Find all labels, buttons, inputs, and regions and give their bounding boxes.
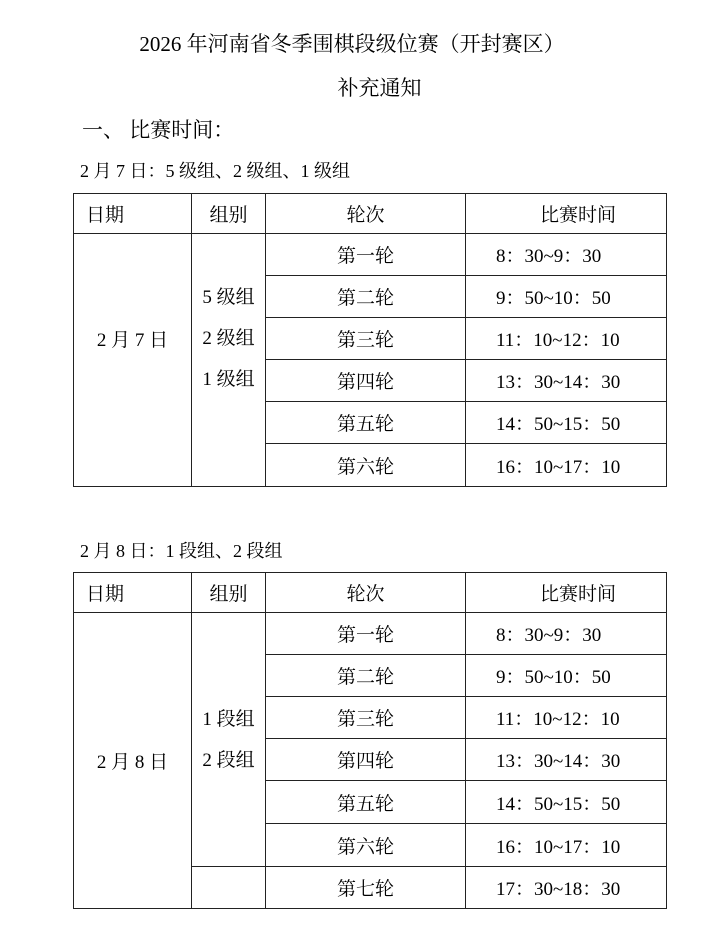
round-cell: 第五轮	[266, 781, 466, 824]
header-group: 组别	[192, 573, 266, 613]
table-header-row	[74, 573, 667, 613]
round-cell: 第二轮	[266, 655, 466, 697]
time-cell: 9：50~10：50	[466, 655, 667, 697]
time-cell: 16：10~17：10	[466, 444, 667, 487]
round-cell: 第一轮	[266, 234, 466, 276]
round-cell: 第三轮	[266, 697, 466, 739]
group-label: 5 级组	[202, 286, 255, 308]
header-round: 轮次	[266, 194, 466, 234]
section-heading: 一、 比赛时间：	[82, 118, 235, 142]
round-cell: 第五轮	[266, 402, 466, 444]
schedule-table-day1	[73, 193, 667, 487]
day1-heading: 2 月 7 日：5 级组、2 级组、1 级组	[80, 161, 350, 181]
date-cell: 2 月 7 日	[74, 234, 192, 487]
day2-heading: 2 月 8 日：1 段组、2 段组	[80, 541, 283, 561]
round-cell: 第三轮	[266, 318, 466, 360]
round-cell: 第七轮	[266, 867, 466, 909]
group-label: 2 级组	[202, 327, 255, 349]
schedule-table-day2	[73, 572, 667, 909]
time-cell: 8：30~9：30	[466, 613, 667, 655]
header-time: 比赛时间	[466, 194, 667, 234]
round-cell: 第二轮	[266, 276, 466, 318]
round-cell: 第六轮	[266, 444, 466, 487]
time-cell: 11：10~12：10	[466, 318, 667, 360]
header-round: 轮次	[266, 573, 466, 613]
table-row	[74, 234, 667, 276]
table-row	[74, 613, 667, 655]
document-title: 2026 年河南省冬季围棋段级位赛（开封赛区）	[139, 32, 565, 56]
group-cell	[192, 234, 266, 487]
round-cell: 第四轮	[266, 360, 466, 402]
header-date: 日期	[74, 194, 192, 234]
time-cell: 13：30~14：30	[466, 739, 667, 781]
group-label: 2 段组	[202, 749, 255, 771]
group-label: 1 级组	[202, 368, 255, 390]
header-group: 组别	[192, 194, 266, 234]
date-cell: 2 月 8 日	[74, 613, 192, 909]
time-cell: 14：50~15：50	[466, 781, 667, 824]
round-cell: 第四轮	[266, 739, 466, 781]
document-subtitle: 补充通知	[337, 76, 422, 100]
empty-group-cell	[192, 867, 266, 909]
time-cell: 8：30~9：30	[466, 234, 667, 276]
round-cell: 第一轮	[266, 613, 466, 655]
group-cell	[192, 613, 266, 867]
time-cell: 17：30~18：30	[466, 867, 667, 909]
time-cell: 9：50~10：50	[466, 276, 667, 318]
round-cell: 第六轮	[266, 824, 466, 867]
time-cell: 13：30~14：30	[466, 360, 667, 402]
table-header-row	[74, 194, 667, 234]
time-cell: 16：10~17：10	[466, 824, 667, 867]
time-cell: 11：10~12：10	[466, 697, 667, 739]
header-time: 比赛时间	[466, 573, 667, 613]
header-date: 日期	[74, 573, 192, 613]
time-cell: 14：50~15：50	[466, 402, 667, 444]
group-label: 1 段组	[202, 708, 255, 730]
